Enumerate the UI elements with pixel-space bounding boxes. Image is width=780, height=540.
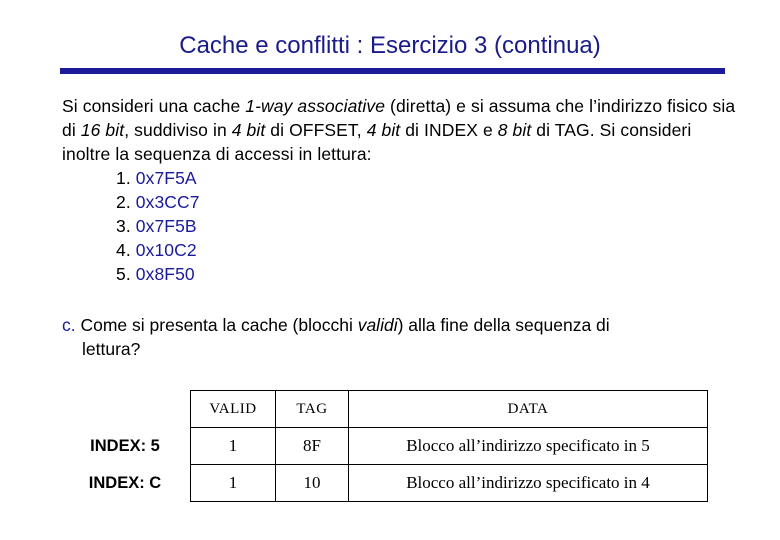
exercise-intro <box>62 94 742 286</box>
access-number: 3. <box>116 216 136 236</box>
question-text: Come si presenta la cache (blocchi <box>75 315 358 335</box>
table-row <box>60 428 708 465</box>
access-number: 2. <box>116 192 136 212</box>
access-sequence <box>62 166 742 286</box>
question-letter: c. <box>62 315 76 335</box>
table-header-row <box>60 391 708 428</box>
list-item <box>62 238 742 262</box>
slide-title: Cache e conflitti : Esercizio 3 (continua) <box>179 32 601 59</box>
intro-text: (diretta) e si assuma che l’indirizzo fisico sia di <box>62 96 736 140</box>
intro-address-bits: 16 bit <box>80 120 125 140</box>
question-validi: validi <box>357 315 398 335</box>
cell-tag: 10 <box>276 465 349 502</box>
access-address: 0x7F5B <box>135 216 197 236</box>
empty-corner-cell <box>60 391 191 428</box>
intro-text: Si consideri una cache <box>62 96 246 116</box>
intro-tag-bits: 8 bit <box>497 120 532 140</box>
header-data: DATA <box>349 391 708 428</box>
intro-paragraph <box>62 94 742 166</box>
access-address: 0x8F50 <box>135 264 195 284</box>
access-address: 0x3CC7 <box>135 192 200 212</box>
cell-tag: 8F <box>276 428 349 465</box>
question-c <box>62 313 722 361</box>
cell-data: Blocco all’indirizzo specificato in 5 <box>349 428 708 465</box>
table-row <box>60 465 708 502</box>
header-tag: TAG <box>276 391 349 428</box>
intro-assoc: 1-way associative <box>245 96 386 116</box>
list-item <box>62 262 742 286</box>
cell-valid: 1 <box>191 428 276 465</box>
list-item <box>62 190 742 214</box>
question-text-continued: lettura? <box>82 339 141 359</box>
intro-index-bits: 4 bit <box>366 120 401 140</box>
access-number: 1. <box>116 168 136 188</box>
title-underline <box>60 68 725 74</box>
header-valid: VALID <box>191 391 276 428</box>
question-text: ) alla fine della sequenza di <box>397 315 610 335</box>
row-label: INDEX: C <box>88 473 162 492</box>
list-item <box>62 214 742 238</box>
cell-valid: 1 <box>191 465 276 502</box>
access-number: 5. <box>116 264 136 284</box>
row-label: INDEX: 5 <box>90 436 160 455</box>
access-number: 4. <box>116 240 136 260</box>
access-address: 0x10C2 <box>135 240 197 260</box>
list-item <box>62 166 742 190</box>
cell-data: Blocco all’indirizzo specificato in 4 <box>349 465 708 502</box>
intro-text: di OFFSET, <box>265 120 367 140</box>
intro-offset-bits: 4 bit <box>231 120 266 140</box>
cache-table <box>60 390 708 502</box>
intro-text: , suddiviso in <box>124 120 232 140</box>
intro-text: di TAG. Si consideri inoltre la sequenza di accessi in lettura: <box>62 120 692 164</box>
access-address: 0x7F5A <box>135 168 197 188</box>
intro-text: di INDEX e <box>400 120 498 140</box>
